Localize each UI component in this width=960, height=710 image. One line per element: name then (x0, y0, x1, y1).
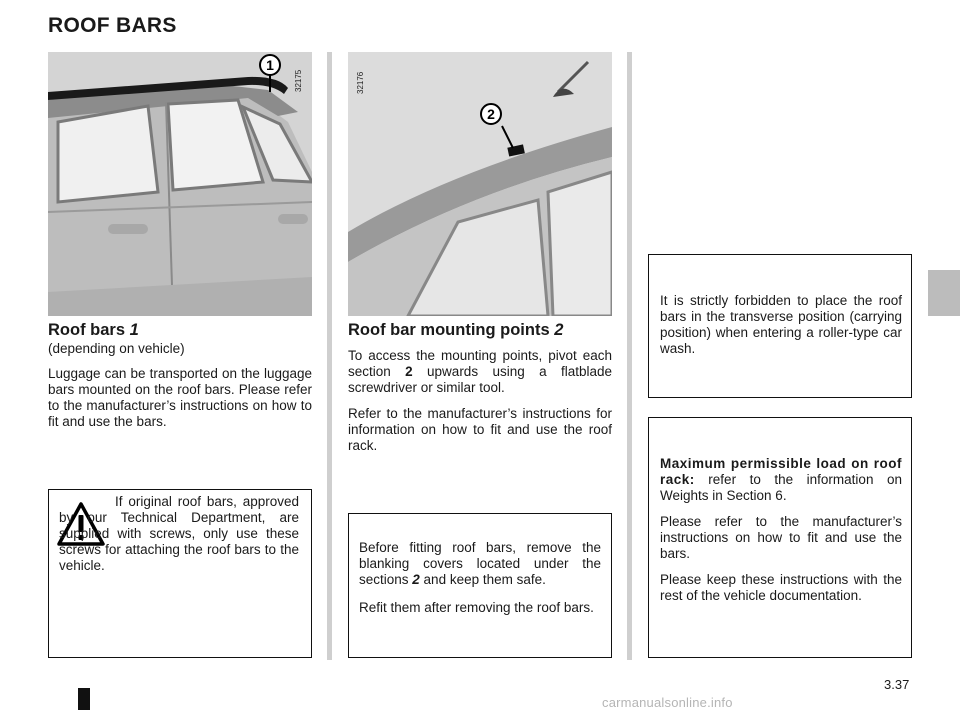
callout-2: 2 (487, 106, 495, 122)
watermark-link[interactable]: carmanualsonline.info (602, 695, 733, 710)
page-title: ROOF BARS (48, 14, 177, 37)
note-box-blanking-covers (348, 513, 612, 658)
manufacturer-instructions-text: Please refer to the manufacturer’s instructions on how to fit and use the bars. (660, 514, 902, 561)
max-load-text: Maximum permissible load on roof rack: refer to the information on Weights in Section 6. (660, 456, 902, 503)
roof-bars-photo (48, 52, 312, 316)
note-box-max-load (648, 417, 912, 658)
footer-marker (78, 688, 90, 710)
note-text: Before fitting roof bars, remove the blanking covers located under the sections 2 and keep them safe. (359, 540, 601, 587)
page-number: 3.37 (884, 677, 910, 692)
roof-bars-paragraph: Luggage can be transported on the luggage bars mounted on the roof bars. Please refer to the manufacturer’s instructions on how to fit and use the bars. (48, 366, 312, 429)
figure-ref-code: 32176 (356, 71, 365, 94)
note-text-refit: Refit them after removing the roof bars. (359, 600, 594, 615)
section-title-mounting-points: Roof bar mounting points 2 (348, 321, 564, 339)
section-subtitle: (depending on vehicle) (48, 341, 185, 356)
figure-ref-code: 32175 (294, 69, 303, 92)
keep-instructions-text: Please keep these instructions with the rest of the vehicle documentation. (660, 572, 902, 603)
column-divider (627, 52, 632, 660)
rack-instructions-paragraph: Refer to the manufacturer’s instructions for information on how to fit and use the roof rack. (348, 406, 612, 453)
section-tab-marker (928, 270, 960, 316)
note-box-car-wash (648, 254, 912, 398)
car-wash-warning-text: It is strictly forbidden to place the roof bars in the transverse position (carrying position) when entering a roller-type car wash. (660, 293, 902, 356)
section-title-roof-bars: Roof bars 1 (48, 321, 139, 339)
column-divider (327, 52, 332, 660)
warning-box (48, 489, 312, 658)
callout-1: 1 (266, 57, 274, 73)
warning-text: If original roof bars, approved by our Technical Department, are supplied with screws, only use these screws for attaching the roof bars to the vehicle. (59, 494, 299, 573)
mounting-point-photo (348, 52, 612, 316)
mounting-points-paragraph: To access the mounting points, pivot each section 2 upwards using a flatblade screwdriver or similar tool. (348, 348, 612, 395)
